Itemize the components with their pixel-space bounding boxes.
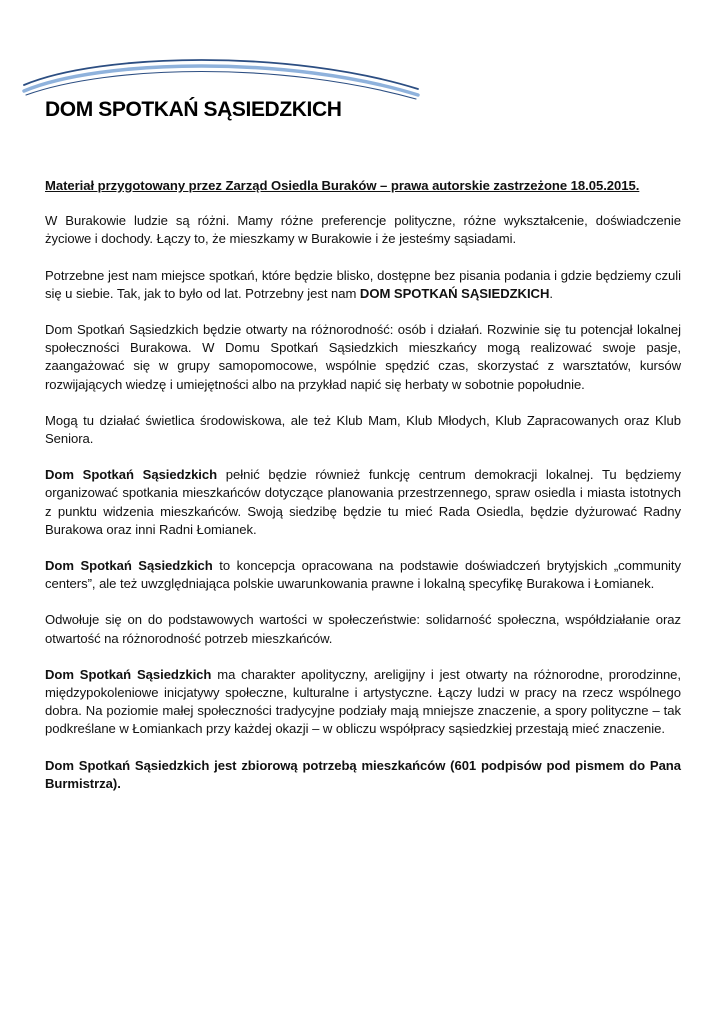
paragraph-9: Dom Spotkań Sąsiedzkich jest zbiorową potrzebą mieszkańców (601 podpisów pod pismem do Pana Burmistrza). <box>45 757 681 791</box>
paragraph-3: Dom Spotkań Sąsiedzkich będzie otwarty na różnorodność: osób i działań. Rozwinie się tu potencjał lokalnej społeczności Burakowa. W Domu Spotkań Sąsiedzkich mieszkańcy mogą realizować swoje pasje, zaangażować się w grupy samopomocowe, wspólnie spędzić czas, skorzystać z warsztatów, kursów rozwijających wiedzę i umiejętności albo na przykład napić się herbaty w sobotnie popołudnie. <box>45 322 681 392</box>
paragraph-2: Potrzebne jest nam miejsce spotkań, które będzie blisko, dostępne bez pisania podania i gdzie będziemy czuli się u siebie. Tak, jak to było od lat. Potrzebny jest nam DOM SPOTKAŃ SĄSIEDZKICH. <box>45 267 681 301</box>
paragraph-5: Dom Spotkań Sąsiedzkich pełnić będzie również funkcję centrum demokracji lokalnej. Tu będziemy organizować spotkania mieszkańców dotyczące planowania przestrzennego, spraw osiedla i miasta istotnych z punktu widzenia mieszkańców. Swoją siedzibę będzie tu mieć Rada Osiedla, będzie dyżurować Radny Burakowa oraz inni Radni Łomianek. <box>45 467 681 537</box>
document-subtitle: Materiał przygotowany przez Zarząd Osiedla Buraków – prawa autorskie zastrzeżone 18.05.2015. <box>45 178 640 193</box>
paragraph-8: Dom Spotkań Sąsiedzkich ma charakter apolityczny, areligijny i jest otwarty na różnorodne, prorodzinne, międzypokoleniowe inicjatywy społeczne, kulturalne i artystyczne. Łączy ludzi w pracy na rzecz wspólnego dobra. Na poziomie małej społeczności tradycyjne podziały mają mniejsze znaczenie, a spory polityczne – tak podkreślane w Łomiankach przy każdej okazji – w obliczu współpracy sąsiedzkiej przestają mieć znaczenie. <box>45 666 681 737</box>
paragraph-6: Dom Spotkań Sąsiedzkich to koncepcja opracowana na podstawie doświadczeń brytyjskich „community centers”, ale też uwzględniająca polskie uwarunkowania prawne i lokalną specyfikę Burakowa i Łomianek. <box>45 558 681 592</box>
document-body <box>45 177 681 793</box>
document-title: DOM SPOTKAŃ SĄSIEDZKICH <box>45 98 342 121</box>
paragraph-7: Odwołuje się on do podstawowych wartości w społeczeństwie: solidarność społeczna, współdziałanie oraz otwartość na różnorodność potrzeb mieszkańców. <box>45 612 681 646</box>
paragraph-1: W Burakowie ludzie są różni. Mamy różne preferencje polityczne, różne wykształcenie, doświadczenie życiowe i dochody. Łączy to, że mieszkamy w Burakowie i że jesteśmy sąsiadami. <box>45 213 681 247</box>
paragraph-4: Mogą tu działać świetlica środowiskowa, ale też Klub Mam, Klub Młodych, Klub Zapracowanych oraz Klub Seniora. <box>45 412 681 447</box>
